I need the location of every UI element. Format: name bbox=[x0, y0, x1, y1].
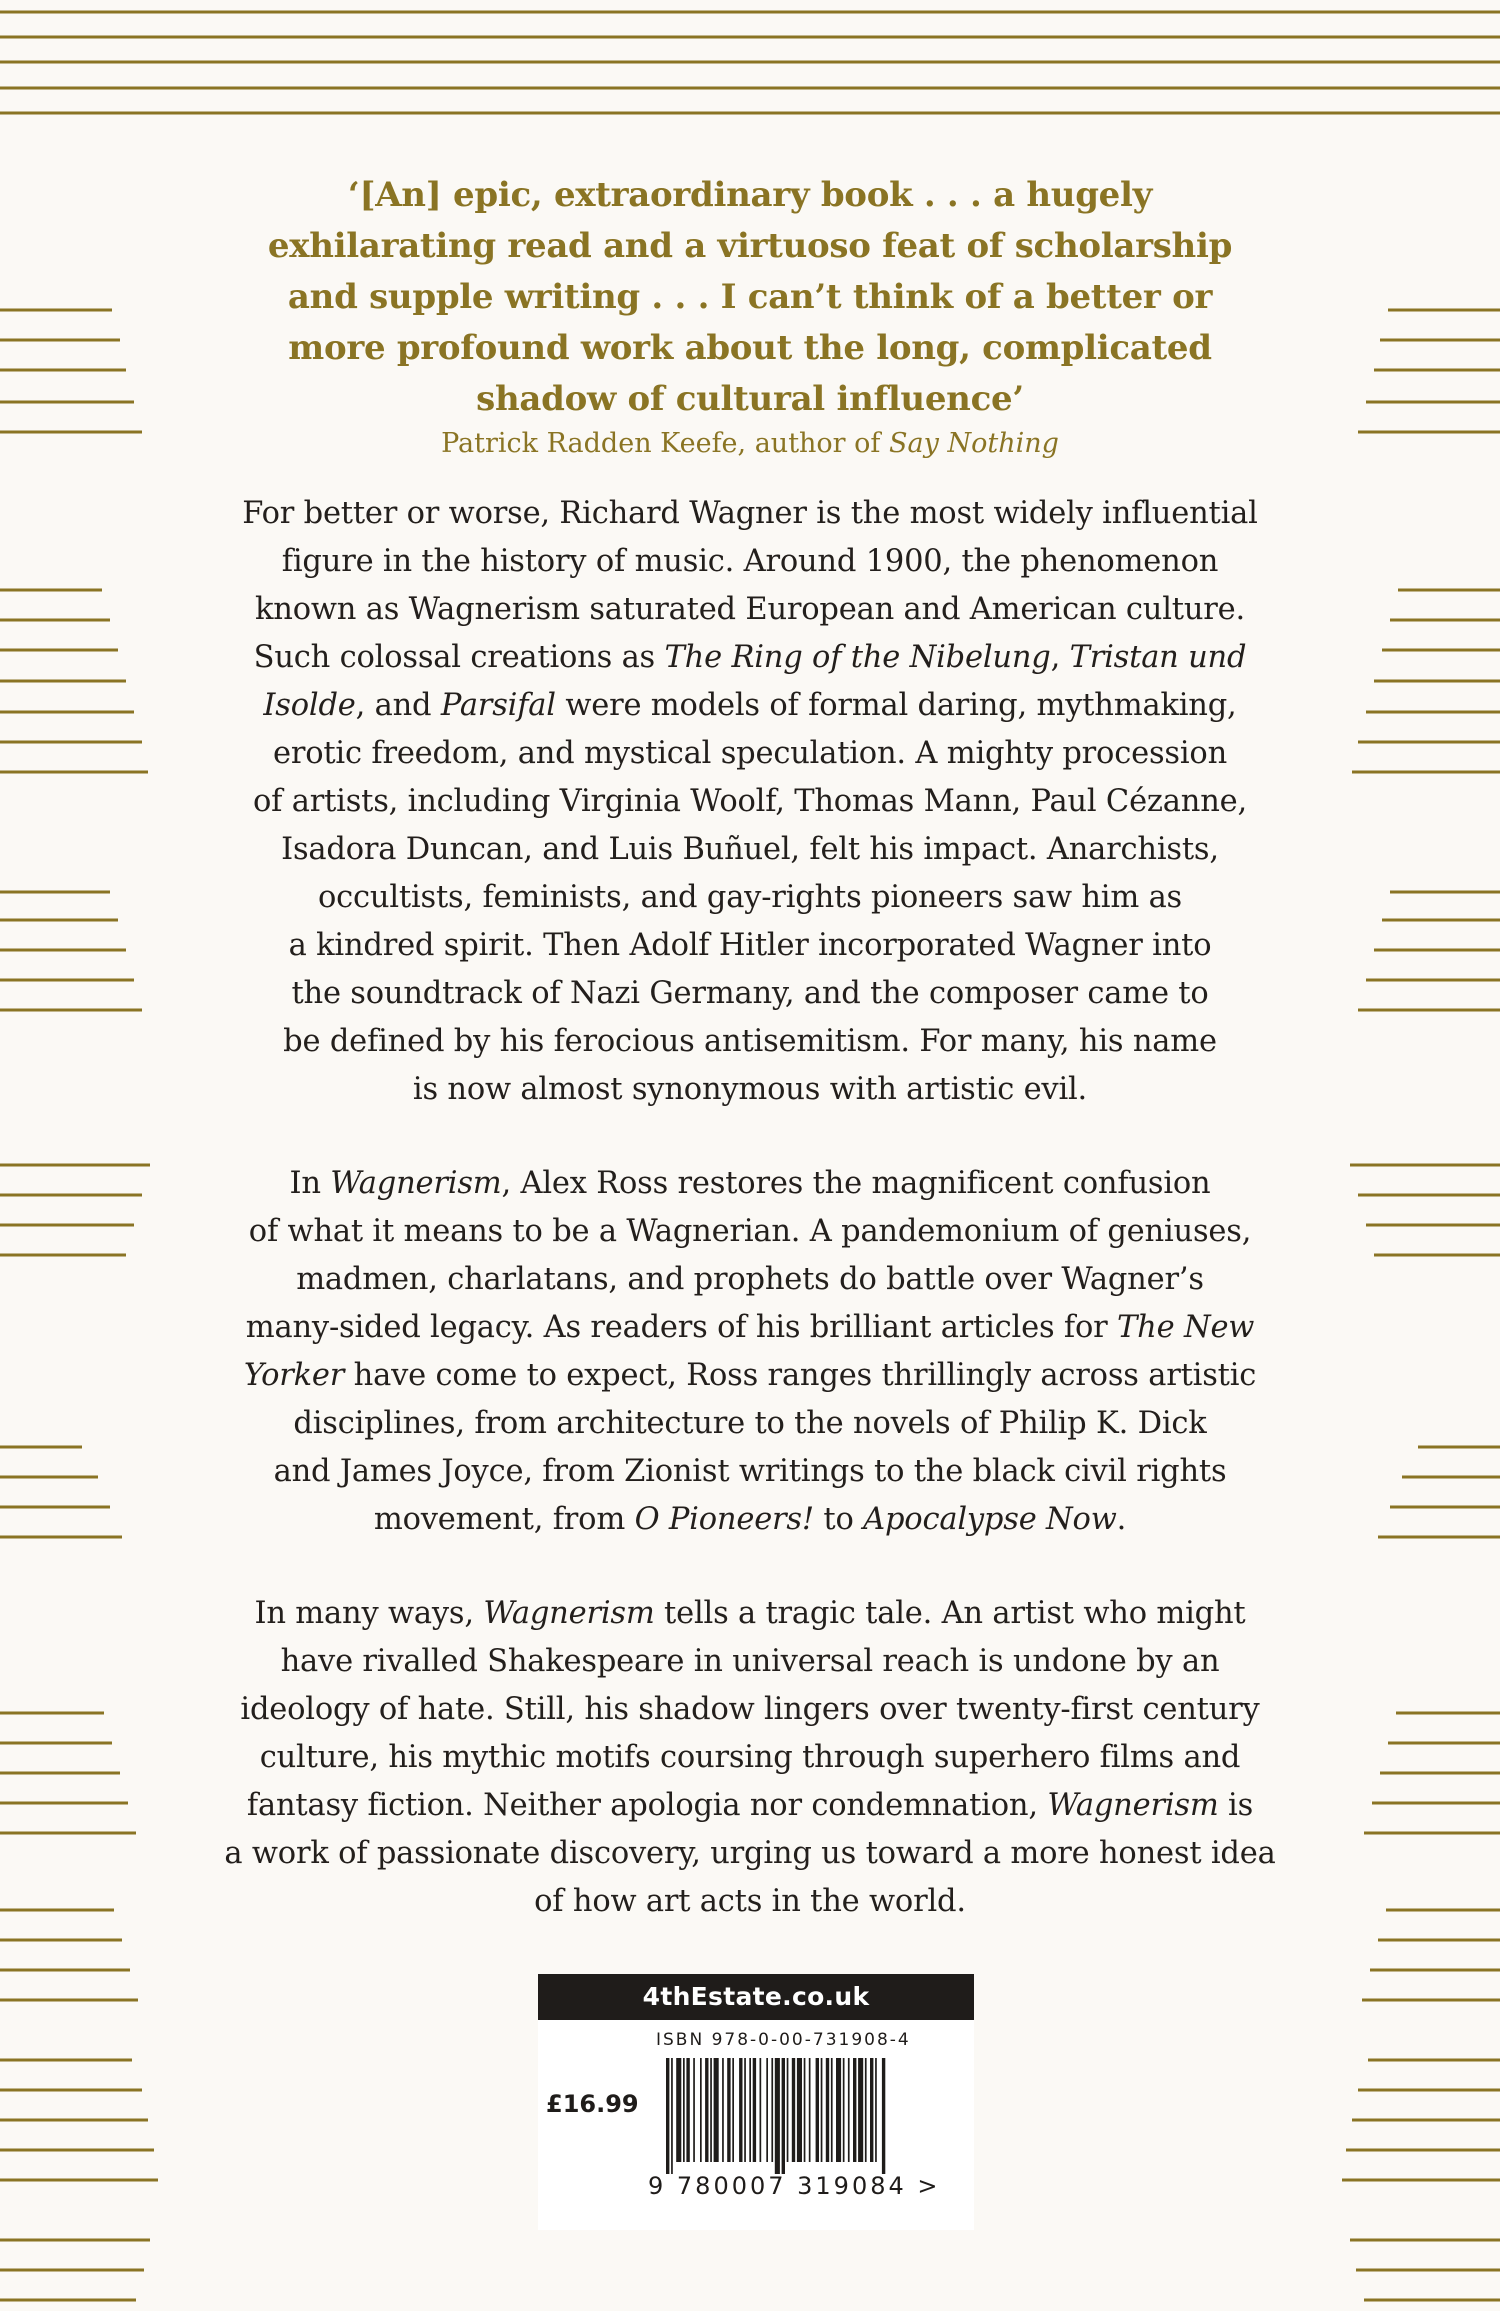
barcode-bar bbox=[727, 2058, 730, 2162]
quote-line: more profound work about the long, complicated bbox=[288, 328, 1212, 368]
barcode-bar bbox=[821, 2058, 823, 2162]
barcode-bar bbox=[676, 2058, 681, 2162]
text-run: a kindred spirit. Then Adolf Hitler incorporated Wagner into bbox=[288, 928, 1212, 963]
barcode-bar bbox=[700, 2058, 702, 2162]
barcode-digits: 9 780007 319084 > bbox=[648, 2172, 941, 2200]
publisher-website-link[interactable]: 4thEstate.co.uk bbox=[538, 1974, 974, 2020]
barcode-bar bbox=[858, 2058, 863, 2162]
text-run: , and bbox=[355, 688, 441, 723]
paragraph-line bbox=[150, 1496, 1350, 1544]
paragraph-line bbox=[150, 1256, 1350, 1304]
barcode-bar bbox=[782, 2058, 785, 2174]
text-run: For better or worse, Richard Wagner is the most widely influential bbox=[242, 496, 1258, 531]
text-run: movement, from bbox=[373, 1502, 635, 1537]
text-run: , Alex Ross restores the magnificent confusion bbox=[501, 1166, 1211, 1201]
paragraph-line bbox=[150, 538, 1350, 586]
text-run: erotic freedom, and mystical speculation. A mighty procession bbox=[272, 736, 1228, 771]
italic-title: Wagnerism bbox=[1047, 1788, 1219, 1823]
barcode-bar bbox=[809, 2058, 811, 2162]
barcode-bar bbox=[722, 2058, 724, 2162]
paragraph-line bbox=[150, 1018, 1350, 1066]
paragraph-line bbox=[150, 634, 1350, 682]
text-run: madmen, charlatans, and prophets do battle over Wagner’s bbox=[296, 1262, 1204, 1297]
quote-line: exhilarating read and a virtuoso feat of scholarship bbox=[267, 226, 1233, 266]
barcode-bar bbox=[797, 2058, 802, 2162]
barcode-bar bbox=[732, 2058, 734, 2162]
paragraph-line bbox=[150, 922, 1350, 970]
barcode-bar bbox=[753, 2058, 756, 2162]
barcode-bar bbox=[870, 2058, 873, 2162]
italic-title: Tristan und bbox=[1069, 640, 1247, 675]
barcode-bar bbox=[760, 2058, 762, 2162]
barcode-bar bbox=[831, 2058, 833, 2162]
barcode-bar bbox=[710, 2058, 712, 2162]
paragraph-line bbox=[150, 1160, 1350, 1208]
paragraph-line bbox=[150, 1208, 1350, 1256]
barcode-bar bbox=[693, 2058, 695, 2162]
paragraph-line bbox=[150, 1782, 1350, 1830]
paragraph-line bbox=[150, 1830, 1350, 1878]
text-run: occultists, feminists, and gay-rights pioneers saw him as bbox=[317, 880, 1183, 915]
text-run: and James Joyce, from Zionist writings to the black civil rights bbox=[273, 1454, 1227, 1489]
text-run: . bbox=[1116, 1502, 1127, 1537]
italic-title: Yorker bbox=[243, 1358, 345, 1393]
barcode-bar bbox=[771, 2058, 773, 2162]
barcode-bar bbox=[749, 2058, 751, 2162]
quote-line: shadow of cultural influence’ bbox=[476, 379, 1024, 419]
paragraph-line bbox=[150, 778, 1350, 826]
text-run: of artists, including Virginia Woolf, Thomas Mann, Paul Cézanne, bbox=[252, 784, 1247, 819]
barcode-bar bbox=[686, 2058, 689, 2162]
isbn-label: ISBN 978-0-00-731908-4 bbox=[656, 2030, 911, 2050]
paragraph-line bbox=[150, 1304, 1350, 1352]
italic-title: Apocalypse Now bbox=[863, 1502, 1117, 1537]
paragraph-line bbox=[150, 1448, 1350, 1496]
text-run: have rivalled Shakespeare in universal reach is undone by an bbox=[280, 1644, 1220, 1679]
paragraph-line bbox=[150, 1066, 1350, 1114]
barcode-bar bbox=[671, 2058, 673, 2174]
italic-title: Wagnerism bbox=[483, 1596, 655, 1631]
text-run: Such colossal creations as bbox=[253, 640, 665, 675]
barcode-bar bbox=[766, 2058, 768, 2162]
barcode-bar bbox=[816, 2058, 819, 2162]
paragraph-line bbox=[150, 1878, 1350, 1926]
barcode-bar bbox=[865, 2058, 867, 2162]
text-run: disciplines, from architecture to the novels of Philip K. Dick bbox=[293, 1406, 1207, 1441]
italic-title: Isolde bbox=[263, 688, 356, 723]
barcode-bar bbox=[804, 2058, 806, 2162]
barcode-bar bbox=[848, 2058, 850, 2162]
attribution-author: Patrick Radden Keefe, author of bbox=[441, 428, 881, 459]
text-run: of what it means to be a Wagnerian. A pandemonium of geniuses, bbox=[248, 1214, 1252, 1249]
text-run: In bbox=[289, 1166, 331, 1201]
barcode-bar bbox=[714, 2058, 719, 2162]
barcode-bar bbox=[792, 2058, 795, 2162]
paragraph-line bbox=[150, 874, 1350, 922]
paragraph-line bbox=[150, 1686, 1350, 1734]
barcode-bar bbox=[843, 2058, 845, 2162]
barcode-bar bbox=[787, 2058, 789, 2162]
text-run: known as Wagnerism saturated European and American culture. bbox=[254, 592, 1246, 627]
paragraph-line bbox=[150, 1352, 1350, 1400]
blurb-paragraph-1 bbox=[150, 490, 1350, 1114]
paragraph-line bbox=[150, 586, 1350, 634]
italic-title: The Ring of the Nibelung bbox=[664, 640, 1051, 675]
barcode-bar bbox=[683, 2058, 685, 2162]
barcode-bar bbox=[744, 2058, 746, 2162]
blurb-paragraph-3 bbox=[150, 1590, 1350, 1926]
text-run: ideology of hate. Still, his shadow lingers over twenty-first century bbox=[240, 1692, 1260, 1727]
text-run: is bbox=[1218, 1788, 1254, 1823]
barcode-bar bbox=[666, 2058, 669, 2174]
paragraph-line bbox=[150, 490, 1350, 538]
barcode-bar bbox=[882, 2058, 885, 2174]
quote-line: and supple writing . . . I can’t think of a better or bbox=[287, 277, 1213, 317]
barcode-bar bbox=[836, 2058, 841, 2162]
quote-line: ‘[An] epic, extraordinary book . . . a hugely bbox=[347, 175, 1153, 215]
barcode-bar bbox=[875, 2058, 877, 2162]
text-run: many-sided legacy. As readers of his brilliant articles for bbox=[245, 1310, 1118, 1345]
paragraph-line bbox=[150, 970, 1350, 1018]
italic-title: O Pioneers! bbox=[634, 1502, 814, 1537]
blurb-paragraph-2 bbox=[150, 1160, 1350, 1544]
text-run: to bbox=[813, 1502, 864, 1537]
quote-attribution bbox=[150, 426, 1350, 462]
text-run: tells a tragic tale. An artist who might bbox=[654, 1596, 1246, 1631]
paragraph-line bbox=[150, 1638, 1350, 1686]
italic-title: Parsifal bbox=[440, 688, 556, 723]
italic-title: Wagnerism bbox=[330, 1166, 502, 1201]
text-run: of how art acts in the world. bbox=[534, 1884, 966, 1919]
price-label: £16.99 bbox=[546, 2090, 639, 2118]
text-run: , bbox=[1050, 640, 1070, 675]
paragraph-line bbox=[150, 1734, 1350, 1782]
text-run: In many ways, bbox=[254, 1596, 484, 1631]
paragraph-line bbox=[150, 826, 1350, 874]
text-run: figure in the history of music. Around 1900, the phenomenon bbox=[281, 544, 1219, 579]
barcode-bar bbox=[739, 2058, 742, 2162]
barcode-bar bbox=[705, 2058, 708, 2162]
paragraph-line bbox=[150, 682, 1350, 730]
review-quote bbox=[150, 170, 1350, 425]
text-run: have come to expect, Ross ranges thrillingly across artistic bbox=[344, 1358, 1257, 1393]
barcode-graphic bbox=[666, 2058, 946, 2174]
text-run: culture, his mythic motifs coursing through superhero films and bbox=[259, 1740, 1241, 1775]
attribution-book-title: Say Nothing bbox=[889, 428, 1059, 459]
text-run: a work of passionate discovery, urging us toward a more honest idea bbox=[224, 1836, 1276, 1871]
text-run: were models of formal daring, mythmaking, bbox=[555, 688, 1237, 723]
text-run: fantasy fiction. Neither apologia nor condemnation, bbox=[246, 1788, 1048, 1823]
italic-title: The New bbox=[1117, 1310, 1255, 1345]
paragraph-line bbox=[150, 1400, 1350, 1448]
text-run: is now almost synonymous with artistic evil. bbox=[412, 1072, 1088, 1107]
text-run: the soundtrack of Nazi Germany, and the composer came to bbox=[291, 976, 1209, 1011]
paragraph-line bbox=[150, 1590, 1350, 1638]
barcode-bar bbox=[826, 2058, 829, 2162]
barcode-bar bbox=[853, 2058, 856, 2162]
paragraph-line bbox=[150, 730, 1350, 778]
barcode-bar bbox=[775, 2058, 780, 2174]
text-run: be defined by his ferocious antisemitism. For many, his name bbox=[283, 1024, 1217, 1059]
text-run: Isadora Duncan, and Luis Buñuel, felt his impact. Anarchists, bbox=[281, 832, 1219, 867]
